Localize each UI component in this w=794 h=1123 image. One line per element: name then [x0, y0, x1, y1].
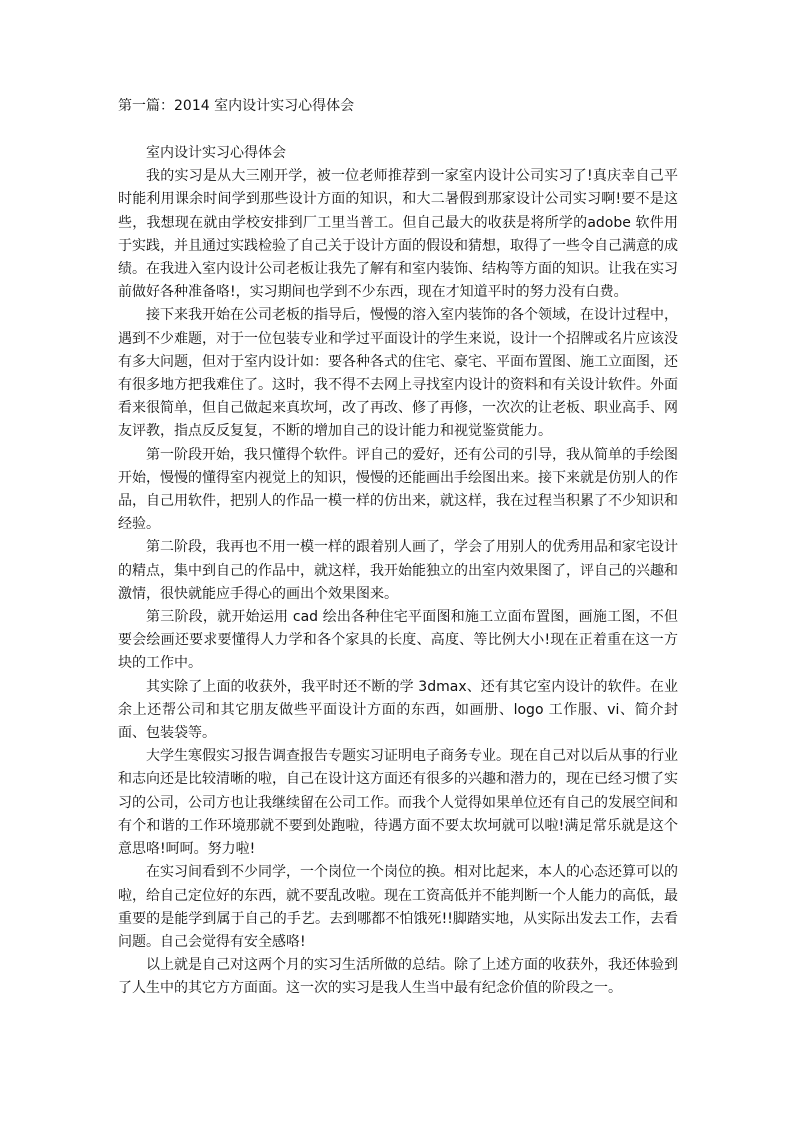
paragraph-7: 大学生寒假实习报告调查报告专题实习证明电子商务专业。现在自己对以后从事的行业和志向还是比较清晰的啦，自己在设计这方面还有很多的兴趣和潜力的，现在已经习惯了实习的公司，公司方也让我继续留在公司工作。而我个人觉得如果单位还有自己的发展空间和有个和谐的工作环境那就不要到处跑啦，待遇方面不要太坎坷就可以啦!满足常乐就是这个意思咯!呵呵。努力啦! [118, 748, 678, 858]
paragraph-6: 其实除了上面的收获外，我平时还不断的学 3dmax、还有其它室内设计的软件。在业余上还帮公司和其它朋友做些平面设计方面的东西，如画册、logo 工作服、vi、简介封面、包装袋等。 [118, 678, 678, 742]
document-subtitle: 室内设计实习心得体会 [146, 145, 286, 161]
document-body [118, 142, 678, 1001]
paragraph-9: 以上就是自己对这两个月的实习生活所做的总结。除了上述方面的收获外，我还体验到了人生中的其它方方面面。这一次的实习是我人生当中最有纪念价值的阶段之一。 [118, 957, 678, 997]
paragraph-5: 第三阶段，就开始运用 cad 绘出各种住宅平面图和施工立面布置图，画施工图，不但要会绘画还要求要懂得人力学和各个家具的长度、高度、等比例大小!现在正着重在这一方块的工作中。 [118, 609, 678, 672]
paragraph-1: 我的实习是从大三刚开学，被一位老师推荐到一家室内设计公司实习了!真庆幸自己平时能利用课余时间学到那些设计方面的知识，和大二暑假到那家设计公司实习啊!要不是这些，我想现在就由学校安排到厂工里当普工。但自己最大的收获是将所学的adobe 软件用于实践，并且通过实践检验了自己关于设计方面的假设和猜想，取得了一些令自己满意的成绩。在我进入室内设计公司老板让我先了解有和室内装饰、结构等方面的知识。让我在实习前做好各种准备咯!，实习期间也学到不少东西，现在才知道平时的努力没有白费。 [118, 168, 678, 301]
paragraph-2: 接下来我开始在公司老板的指导后，慢慢的溶入室内装饰的各个领域，在设计过程中，遇到不少难题，对于一位包装专业和学过平面设计的学生来说，设计一个招牌或名片应该没有多大问题，但对于室内设计如：要各种各式的住宅、豪宅、平面布置图、施工立面图，还有很多地方把我难住了。这时，我不得不去网上寻找室内设计的资料和有关设计软件。外面看来很简单，但自己做起来真坎坷，改了再改、修了再修，一次次的让老板、职业高手、网友评教，指点反反复复，不断的增加自己的设计能力和视觉鉴赏能力。 [118, 307, 678, 440]
document-title: 第一篇：2014 室内设计实习心得体会 [118, 98, 355, 114]
paragraph-4: 第二阶段，我再也不用一模一样的跟着别人画了，学会了用别人的优秀用品和家宅设计的精点，集中到自己的作品中，就这样，我开始能独立的出室内效果图了，评自己的兴趣和激情，很快就能应手得心的画出个效果图来。 [118, 539, 678, 602]
paragraph-8: 在实习间看到不少同学，一个岗位一个岗位的换。相对比起来，本人的心态还算可以的啦，给自己定位好的东西，就不要乱改啦。现在工资高低并不能判断一个人能力的高低，最重要的是能学到属于自己的手艺。去到哪都不怕饿死!!脚踏实地，从实际出发去工作，去看问题。自己会觉得有安全感咯! [118, 864, 678, 950]
paragraph-3: 第一阶段开始，我只懂得个软件。评自己的爱好，还有公司的引导，我从简单的手绘图开始，慢慢的懂得室内视觉上的知识，慢慢的还能画出手绘图出来。接下来就是仿别人的作品，自己用软件，把别人的作品一模一样的仿出来，就这样，我在过程当积累了不少知识和经验。 [118, 446, 678, 533]
